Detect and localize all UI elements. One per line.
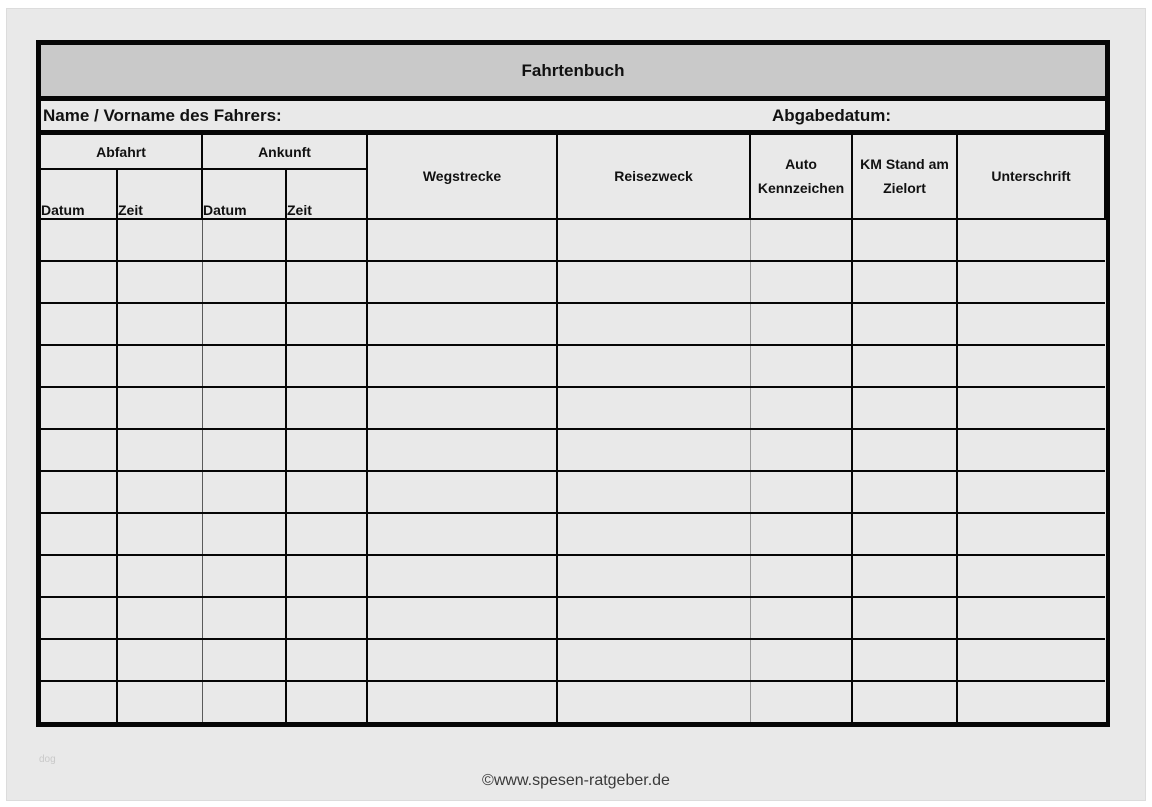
logbook-row xyxy=(41,303,1105,345)
logbook-row xyxy=(41,261,1105,303)
watermark-text: dog xyxy=(39,754,56,765)
logbook-cell[interactable] xyxy=(957,429,1105,471)
logbook-row xyxy=(41,345,1105,387)
logbook-cell[interactable] xyxy=(750,219,852,261)
logbook-cell[interactable] xyxy=(557,261,750,303)
logbook-cell[interactable] xyxy=(957,219,1105,261)
logbook-cell[interactable] xyxy=(286,639,367,681)
logbook-cell[interactable] xyxy=(750,639,852,681)
logbook-cell[interactable] xyxy=(852,429,957,471)
logbook-cell[interactable] xyxy=(852,513,957,555)
logbook-cell[interactable] xyxy=(557,639,750,681)
logbook-cell[interactable] xyxy=(286,219,367,261)
logbook-cell[interactable] xyxy=(750,597,852,639)
logbook-cell[interactable] xyxy=(557,303,750,345)
form-title: Fahrtenbuch xyxy=(41,45,1105,101)
logbook-cell[interactable] xyxy=(286,303,367,345)
logbook-cell[interactable] xyxy=(367,471,557,513)
logbook-cell[interactable] xyxy=(286,345,367,387)
driver-name-row xyxy=(41,101,1105,135)
logbook-cell[interactable] xyxy=(957,387,1105,429)
logbook-cell[interactable] xyxy=(957,681,1105,722)
logbook-cell[interactable] xyxy=(852,303,957,345)
logbook-cell[interactable] xyxy=(367,513,557,555)
logbook-cell[interactable] xyxy=(852,597,957,639)
logbook-cell[interactable] xyxy=(286,471,367,513)
logbook-cell[interactable] xyxy=(852,471,957,513)
logbook-cell[interactable] xyxy=(367,261,557,303)
logbook-cell[interactable] xyxy=(957,513,1105,555)
logbook-cell[interactable] xyxy=(117,555,202,597)
logbook-cell[interactable] xyxy=(957,345,1105,387)
header-wegstrecke: Wegstrecke xyxy=(367,135,557,219)
logbook-row xyxy=(41,429,1105,471)
submission-date-label: Abgabedatum: xyxy=(772,105,891,125)
logbook-cell[interactable] xyxy=(41,387,117,429)
logbook-row xyxy=(41,639,1105,681)
driver-name-label: Name / Vorname des Fahrers: xyxy=(43,105,282,125)
logbook-cell[interactable] xyxy=(41,429,117,471)
logbook-cell[interactable] xyxy=(117,597,202,639)
logbook-cell[interactable] xyxy=(957,555,1105,597)
logbook-body xyxy=(41,219,1105,722)
logbook-cell[interactable] xyxy=(41,597,117,639)
logbook-header xyxy=(41,135,1105,219)
logbook-cell[interactable] xyxy=(41,471,117,513)
logbook-cell[interactable] xyxy=(202,345,286,387)
group-header-row xyxy=(41,135,1105,169)
logbook-row xyxy=(41,597,1105,639)
logbook-cell[interactable] xyxy=(557,681,750,722)
logbook-cell[interactable] xyxy=(117,513,202,555)
logbook-cell[interactable] xyxy=(367,555,557,597)
logbook-cell[interactable] xyxy=(367,303,557,345)
logbook-cell[interactable] xyxy=(41,555,117,597)
logbook-cell[interactable] xyxy=(367,639,557,681)
logbook-cell[interactable] xyxy=(117,219,202,261)
logbook-cell[interactable] xyxy=(957,639,1105,681)
logbook-cell[interactable] xyxy=(286,555,367,597)
logbook-cell[interactable] xyxy=(367,387,557,429)
logbook-cell[interactable] xyxy=(286,261,367,303)
logbook-cell[interactable] xyxy=(286,681,367,722)
logbook-cell[interactable] xyxy=(957,261,1105,303)
logbook-cell[interactable] xyxy=(852,555,957,597)
logbook-cell[interactable] xyxy=(41,681,117,722)
logbook-row xyxy=(41,513,1105,555)
logbook-cell[interactable] xyxy=(750,387,852,429)
logbook-cell[interactable] xyxy=(750,513,852,555)
logbook-cell[interactable] xyxy=(202,261,286,303)
logbook-cell[interactable] xyxy=(852,639,957,681)
header-abfahrt-zeit: Zeit xyxy=(117,169,202,219)
logbook-row xyxy=(41,681,1105,722)
logbook-row xyxy=(41,555,1105,597)
logbook-cell[interactable] xyxy=(852,261,957,303)
logbook-cell[interactable] xyxy=(117,639,202,681)
footer-credit: ©www.spesen-ratgeber.de xyxy=(482,772,670,789)
logbook-cell[interactable] xyxy=(286,429,367,471)
logbook-cell[interactable] xyxy=(852,219,957,261)
logbook-cell[interactable] xyxy=(117,261,202,303)
logbook-cell[interactable] xyxy=(286,597,367,639)
logbook-cell[interactable] xyxy=(750,555,852,597)
logbook-cell[interactable] xyxy=(41,219,117,261)
logbook-cell[interactable] xyxy=(750,345,852,387)
logbook-cell[interactable] xyxy=(41,261,117,303)
logbook-cell[interactable] xyxy=(852,387,957,429)
header-abfahrt: Abfahrt xyxy=(41,135,202,169)
logbook-cell[interactable] xyxy=(367,597,557,639)
header-km-stand-zielort: KM Stand am Zielort xyxy=(852,135,957,219)
logbook-cell[interactable] xyxy=(41,345,117,387)
header-abfahrt-datum: Datum xyxy=(41,169,117,219)
logbook-cell[interactable] xyxy=(852,681,957,722)
logbook-cell[interactable] xyxy=(41,513,117,555)
logbook-cell[interactable] xyxy=(367,429,557,471)
logbook-cell[interactable] xyxy=(750,261,852,303)
logbook-cell[interactable] xyxy=(202,597,286,639)
logbook-cell[interactable] xyxy=(557,345,750,387)
logbook-cell[interactable] xyxy=(750,429,852,471)
logbook-row xyxy=(41,387,1105,429)
logbook-cell[interactable] xyxy=(202,513,286,555)
logbook-cell[interactable] xyxy=(957,597,1105,639)
logbook-cell[interactable] xyxy=(367,345,557,387)
logbook-cell[interactable] xyxy=(286,513,367,555)
header-auto-kennzeichen: Auto Kennzeichen xyxy=(750,135,852,219)
header-reisezweck: Reisezweck xyxy=(557,135,750,219)
fahrtenbuch-form xyxy=(36,40,1110,727)
logbook-cell[interactable] xyxy=(117,471,202,513)
logbook-cell[interactable] xyxy=(367,219,557,261)
logbook-cell[interactable] xyxy=(557,555,750,597)
header-ankunft-zeit: Zeit xyxy=(286,169,367,219)
logbook-cell[interactable] xyxy=(117,681,202,722)
logbook-cell[interactable] xyxy=(557,219,750,261)
header-ankunft-datum: Datum xyxy=(202,169,286,219)
logbook-cell[interactable] xyxy=(750,471,852,513)
logbook-row xyxy=(41,471,1105,513)
logbook-cell[interactable] xyxy=(202,303,286,345)
logbook-cell[interactable] xyxy=(557,387,750,429)
logbook-cell[interactable] xyxy=(117,303,202,345)
logbook-cell[interactable] xyxy=(117,429,202,471)
logbook-cell[interactable] xyxy=(202,429,286,471)
logbook-cell[interactable] xyxy=(41,303,117,345)
logbook-cell[interactable] xyxy=(852,345,957,387)
logbook-cell[interactable] xyxy=(286,387,367,429)
logbook-cell[interactable] xyxy=(117,387,202,429)
logbook-cell[interactable] xyxy=(202,639,286,681)
logbook-cell[interactable] xyxy=(202,555,286,597)
logbook-cell[interactable] xyxy=(750,303,852,345)
logbook-cell[interactable] xyxy=(41,639,117,681)
logbook-cell[interactable] xyxy=(557,597,750,639)
logbook-cell[interactable] xyxy=(750,681,852,722)
logbook-cell[interactable] xyxy=(957,303,1105,345)
logbook-cell[interactable] xyxy=(557,471,750,513)
logbook-cell[interactable] xyxy=(557,513,750,555)
logbook-cell[interactable] xyxy=(202,219,286,261)
logbook-cell[interactable] xyxy=(202,471,286,513)
logbook-cell[interactable] xyxy=(202,387,286,429)
logbook-cell[interactable] xyxy=(367,681,557,722)
logbook-cell[interactable] xyxy=(557,429,750,471)
header-unterschrift: Unterschrift xyxy=(957,135,1105,219)
logbook-row xyxy=(41,219,1105,261)
logbook-cell[interactable] xyxy=(117,345,202,387)
logbook-table xyxy=(41,135,1106,722)
header-ankunft: Ankunft xyxy=(202,135,367,169)
logbook-cell[interactable] xyxy=(202,681,286,722)
document-canvas xyxy=(6,8,1146,801)
logbook-cell[interactable] xyxy=(957,471,1105,513)
